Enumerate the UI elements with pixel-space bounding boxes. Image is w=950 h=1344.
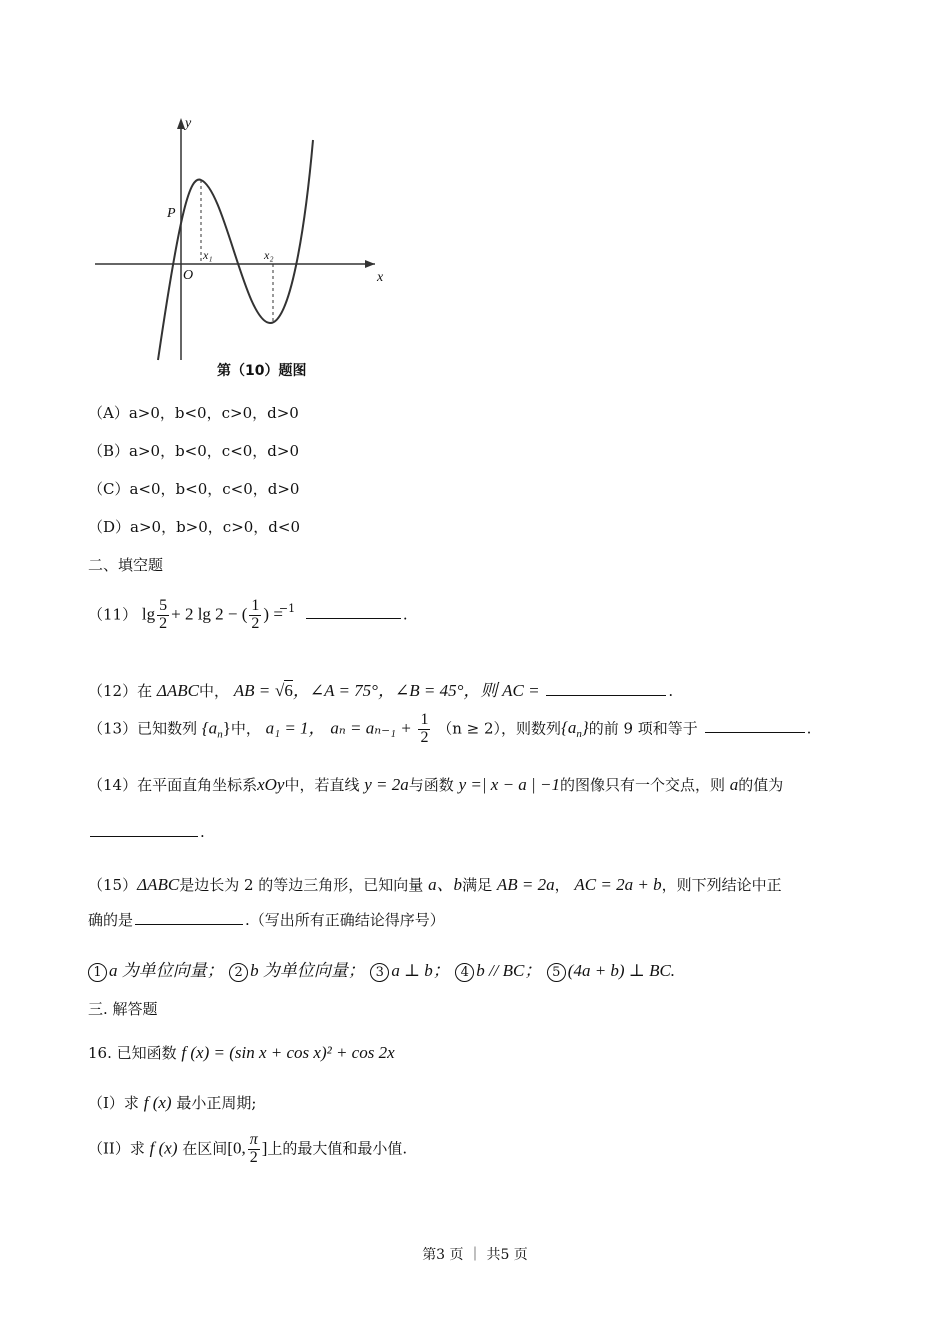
q10-option-d: （D）a>0，b>0，c>0，d<0 — [88, 518, 301, 536]
question-12: （12）在 ΔABC中， AB = √6，∠A = 75°，∠B = 45°，则 AC = . — [88, 681, 674, 700]
answer-blank-13[interactable] — [705, 716, 805, 733]
question-11: （11） lg $\frac{5}{2}$ + 2 lg 2 − ( $\frac{1}{2}$ ) =$^{-1}$ . — [88, 597, 408, 632]
question-14-answer-line: . — [88, 820, 205, 841]
x-axis-arrow — [365, 260, 375, 268]
question-15-choices: 1 a 为单位向量； 2 b 为单位向量； 3 a ⊥ b； 4 b // BC； 5 (4a + b) ⊥ BC. — [88, 956, 675, 982]
cubic-graph — [85, 110, 405, 390]
question-16: 16. 已知函数 f (x) = (sin x + cos x)² + cos 2x — [88, 1043, 395, 1062]
question-15: （15）ΔABC是边长为 2 的等边三角形，已知向量 a、b满足 AB = 2a， AC = 2a + b，则下列结论中正 — [88, 875, 782, 894]
y-label: y — [185, 116, 192, 131]
answer-blank-14[interactable] — [90, 820, 198, 837]
page-footer: 第3 页 ｜ 共5 页 — [422, 1247, 528, 1263]
question-16-part-2: （II）求 f (x) 在区间[0, $\frac{\pi}{2}$ ]上的最大值和最小值. — [88, 1131, 408, 1166]
question-10-figure — [85, 110, 405, 390]
fraction-pi-2: $\frac{\pi}{2}$ — [249, 1131, 258, 1166]
fraction-5-2: $\frac{5}{2}$ — [159, 597, 168, 632]
p-label: P — [167, 206, 176, 221]
answer-blank-15[interactable] — [135, 908, 243, 925]
circled-2: 2 — [229, 963, 248, 982]
answer-blank-11[interactable] — [306, 602, 401, 619]
question-13: （13）已知数列 $\{a_n\}$中， a₁ = 1， aₙ = aₙ₋₁ + $\frac{1}{2}$ （n ≥ 2），则数列$\{a_n\}$的前 9 项和等于 . — [88, 711, 812, 746]
question-14: （14）在平面直角坐标系xOy中，若直线 y = 2a与函数 y =| x − a | −1的图像只有一个交点，则 a的值为 — [88, 775, 784, 794]
circled-3: 3 — [370, 963, 389, 982]
origin-label: O — [183, 268, 194, 283]
x1-label: x₁ — [203, 248, 213, 262]
figure-caption: 第（10）题图 — [217, 363, 307, 379]
fraction-1-2: $\frac{1}{2}$ — [251, 597, 260, 632]
circled-5: 5 — [547, 963, 566, 982]
section-solutions-title: 三. 解答题 — [88, 1000, 158, 1018]
x-label: x — [377, 270, 384, 285]
question-16-part-1: （I）求 f (x) 最小正周期; — [88, 1093, 257, 1112]
q10-option-a: （A）a>0，b<0，c>0，d>0 — [88, 404, 299, 422]
circled-4: 4 — [455, 963, 474, 982]
question-15-line2: 确的是 .（写出所有正确结论得序号） — [88, 908, 445, 930]
y-axis-arrow — [177, 118, 185, 129]
fraction-1-2-q13: $\frac{1}{2}$ — [420, 711, 429, 746]
q10-option-c: （C）a<0，b<0，c<0，d>0 — [88, 480, 300, 498]
circled-1: 1 — [88, 963, 107, 982]
answer-blank-12[interactable] — [546, 679, 666, 696]
section-fill-in-title: 二、填空题 — [88, 556, 164, 574]
q10-option-b: （B）a>0，b<0，c<0，d>0 — [88, 442, 300, 460]
x2-label: x₂ — [264, 248, 274, 262]
